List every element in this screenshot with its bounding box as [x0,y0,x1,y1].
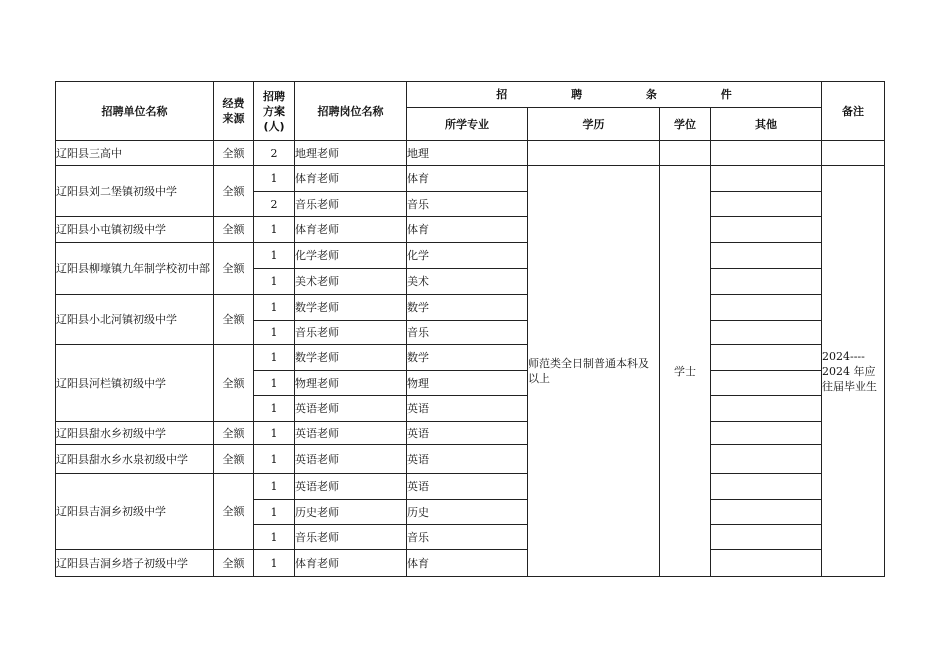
unit-cell: 辽阳县小屯镇初级中学 [56,217,214,243]
plan-cell: 1 [254,345,295,371]
funding-cell: 全额 [214,166,254,217]
position-cell: 历史老师 [295,500,407,525]
position-cell: 体育老师 [295,550,407,577]
major-cell: 英语 [407,396,528,422]
plan-cell: 1 [254,166,295,192]
table-row [56,243,885,269]
header-row-1 [56,82,885,108]
other-cell [711,295,822,321]
plan-cell: 1 [254,321,295,345]
header-degree: 学位 [660,108,711,141]
header-plan: 招聘方案(人) [254,82,295,141]
plan-cell: 1 [254,500,295,525]
other-cell [711,269,822,295]
table-row [56,550,885,577]
plan-cell: 2 [254,141,295,166]
position-cell: 英语老师 [295,422,407,445]
funding-cell: 全额 [214,474,254,550]
funding-cell: 全额 [214,217,254,243]
funding-cell: 全额 [214,550,254,577]
position-cell: 地理老师 [295,141,407,166]
unit-cell: 辽阳县三高中 [56,141,214,166]
table-row [56,166,885,192]
plan-cell: 1 [254,371,295,396]
degree-requirement: 学士 [660,166,711,577]
table-row [56,295,885,321]
major-cell: 化学 [407,243,528,269]
unit-cell: 辽阳县吉洞乡塔子初级中学 [56,550,214,577]
major-cell: 美术 [407,269,528,295]
header-unit: 招聘单位名称 [56,82,214,141]
unit-cell: 辽阳县柳壕镇九年制学校初中部 [56,243,214,295]
recruitment-table [55,81,885,577]
plan-cell: 1 [254,474,295,500]
position-cell: 英语老师 [295,396,407,422]
funding-cell: 全额 [214,141,254,166]
other-cell [711,345,822,371]
header-funding: 经费来源 [214,82,254,141]
major-cell: 地理 [407,141,528,166]
plan-cell: 1 [254,445,295,474]
plan-cell: 1 [254,217,295,243]
position-cell: 体育老师 [295,217,407,243]
other-cell [711,371,822,396]
major-cell: 历史 [407,500,528,525]
table-row [56,141,885,166]
major-cell: 音乐 [407,321,528,345]
position-cell: 化学老师 [295,243,407,269]
header-remarks: 备注 [822,82,885,141]
other-cell [711,192,822,217]
plan-cell: 2 [254,192,295,217]
table-row [56,217,885,243]
header-conditions: 招 聘 条 件 [407,82,822,108]
other-cell [711,321,822,345]
major-cell: 物理 [407,371,528,396]
other-cell [711,550,822,577]
other-cell [711,500,822,525]
major-cell: 英语 [407,422,528,445]
table-row [56,422,885,445]
unit-cell: 辽阳县甜水乡水泉初级中学 [56,445,214,474]
unit-cell: 辽阳县吉洞乡初级中学 [56,474,214,550]
other-cell [711,525,822,550]
major-cell: 数学 [407,295,528,321]
table-row [56,474,885,500]
other-cell [711,474,822,500]
position-cell: 音乐老师 [295,192,407,217]
funding-cell: 全额 [214,422,254,445]
plan-cell: 1 [254,243,295,269]
plan-cell: 1 [254,525,295,550]
unit-cell: 辽阳县河栏镇初级中学 [56,345,214,422]
funding-cell: 全额 [214,243,254,295]
position-cell: 体育老师 [295,166,407,192]
position-cell: 英语老师 [295,474,407,500]
major-cell: 体育 [407,550,528,577]
header-education: 学历 [528,108,660,141]
table-row [56,345,885,371]
other-cell [711,396,822,422]
major-cell: 音乐 [407,192,528,217]
position-cell: 音乐老师 [295,525,407,550]
other-cell [711,445,822,474]
funding-cell: 全额 [214,345,254,422]
remarks-cell-empty [822,141,885,166]
remarks-note: 2024---- 2024 年应往届毕业生 [822,166,885,577]
funding-cell: 全额 [214,295,254,345]
funding-cell: 全额 [214,445,254,474]
plan-cell: 1 [254,422,295,445]
position-cell: 数学老师 [295,295,407,321]
major-cell: 英语 [407,445,528,474]
major-cell: 音乐 [407,525,528,550]
position-cell: 音乐老师 [295,321,407,345]
position-cell: 美术老师 [295,269,407,295]
position-cell: 数学老师 [295,345,407,371]
unit-cell: 辽阳县小北河镇初级中学 [56,295,214,345]
header-major: 所学专业 [407,108,528,141]
education-requirement: 师范类全日制普通本科及以上 [528,166,660,577]
plan-cell: 1 [254,396,295,422]
other-cell [711,422,822,445]
other-cell [711,166,822,192]
plan-cell: 1 [254,550,295,577]
major-cell: 英语 [407,474,528,500]
other-cell [711,217,822,243]
plan-cell: 1 [254,269,295,295]
other-cell [711,243,822,269]
major-cell: 体育 [407,166,528,192]
header-position: 招聘岗位名称 [295,82,407,141]
position-cell: 物理老师 [295,371,407,396]
position-cell: 英语老师 [295,445,407,474]
unit-cell: 辽阳县甜水乡初级中学 [56,422,214,445]
degree-cell-empty [660,141,711,166]
header-other: 其他 [711,108,822,141]
unit-cell: 辽阳县刘二堡镇初级中学 [56,166,214,217]
major-cell: 体育 [407,217,528,243]
major-cell: 数学 [407,345,528,371]
other-cell [711,141,822,166]
education-cell-empty [528,141,660,166]
plan-cell: 1 [254,295,295,321]
table-row [56,445,885,474]
